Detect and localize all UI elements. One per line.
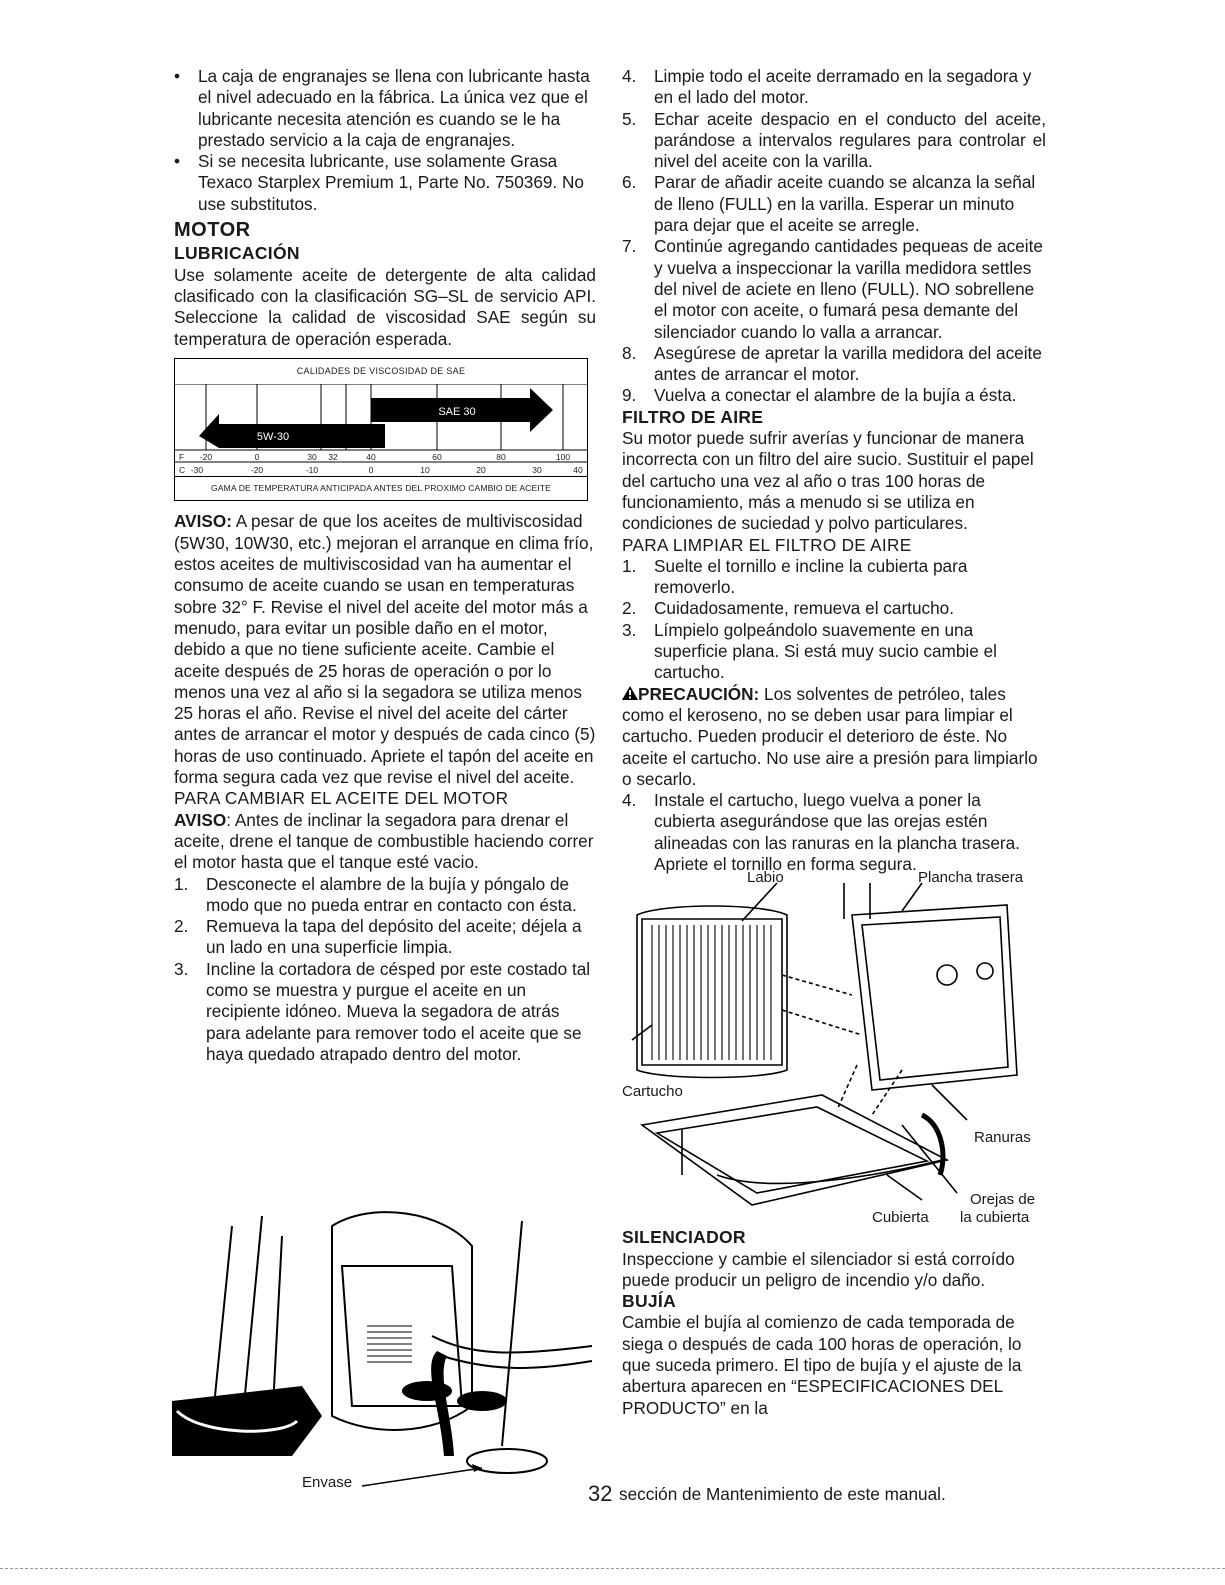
aviso1-label: AVISO: xyxy=(174,511,232,532)
oil-change-steps-continued xyxy=(622,66,1046,407)
sae30-label: SAE 30 xyxy=(438,406,476,419)
silenciador-text: Inspeccione y cambie el silenciador si está corroído puede producir un peligro de incendio y/o daño. xyxy=(622,1248,1015,1290)
figure-label-orejas-1: Orejas de xyxy=(970,1191,1036,1209)
bujia-last-line: sección de Mantenimiento de este manual. xyxy=(619,1484,946,1504)
sae30-bar xyxy=(371,388,553,432)
figure-label-labio: Labio xyxy=(747,869,784,887)
f-tick: 0 xyxy=(254,452,260,463)
f-tick: -20 xyxy=(199,452,213,463)
sae-viscosity-chart xyxy=(174,358,588,502)
right-column xyxy=(622,66,1046,1419)
figure-label-envase: Envase xyxy=(302,1474,353,1491)
list-item: 3. Incline la cortadora de césped por este costado tal como se muestra y purgue el aceite en un recipiente idóneo. Mueva la segadora de atrás para adelante para remover todo el aceite que se haya quedado atrapado dentro del motor. xyxy=(174,958,591,1064)
oil-drain-illustration xyxy=(172,1206,602,1506)
list-item: 6. Parar de añadir aceite cuando se alcanza la señal de lleno (FULL) en la varilla. Esperar un minuto para dejar que el aceite se arregle. xyxy=(622,172,1036,236)
5w30-bar xyxy=(199,414,385,448)
figure-label-cartucho: Cartucho xyxy=(622,1083,683,1101)
c-tick: 20 xyxy=(476,465,486,476)
oil-drain-drawing xyxy=(172,1206,602,1506)
list-item: 4. Instale el cartucho, luego vuelva a poner la cubierta asegurándose que las orejas estén alineadas con las ranuras en la plancha trasera. Apriete el tornillo en forma segura. xyxy=(622,790,1020,874)
figure-label-plancha: Plancha trasera xyxy=(918,869,1024,887)
air-filter-drawing xyxy=(622,875,1046,1227)
bullet-item: • La caja de engranajes se llena con lubricante hasta el nivel adecuado en la fábrica. La única vez que el lubricante necesita atención es cuando se le ha prestado servicio a la caja de engranajes. xyxy=(174,66,596,151)
bujia-text: Cambie el bujía al comienzo de cada temporada de siega o después de cada 100 horas de operación, lo que suceda primero. El tipo de bujía y el ajuste de la abertura aparecen en “ESPECIFICACIONES DEL PRODUCTO” en la xyxy=(622,1312,1022,1418)
lubricacion-text: Use solamente aceite de detergente de alta calidad clasificado con la clasificación SG–SL de servicio API. Seleccione la calidad de viscosidad SAE según su temperatura de operación esperada. xyxy=(174,264,596,349)
c-tick: -10 xyxy=(305,465,319,476)
c-tick: 40 xyxy=(573,465,583,476)
f-tick: 32 xyxy=(328,452,338,463)
list-item: 5. Echar aceite despacio en el conducto del aceite, parándose a intervalos regulares para controlar el nivel del aceite con la varilla. xyxy=(622,108,1046,172)
list-item: 3. Límpielo golpeándolo suavemente en una superficie plana. Si está muy sucio cambie el cartucho. xyxy=(622,619,997,683)
figure-label-ranuras: Ranuras xyxy=(974,1129,1031,1147)
f-scale-label: F xyxy=(179,452,185,463)
list-item: 7. Continúe agregando cantidades pequeas de aceite y vuelva a inspeccionar la varilla medidora settles del nivel de aciete en lleno (FULL). NO sobrellene el motor con aceite, o fumará pesa demante del silenciador cuando lo valla a arrancar. xyxy=(622,236,1043,342)
c-tick: -30 xyxy=(190,465,204,476)
c-tick: 0 xyxy=(368,465,374,476)
aviso1-paragraph xyxy=(174,511,596,788)
f-tick: 80 xyxy=(496,452,506,463)
bottom-rule xyxy=(0,1568,1225,1569)
precaucion-paragraph xyxy=(622,684,1046,790)
list-item: 1. Suelte el tornillo e incline la cubierta para removerlo. xyxy=(622,555,968,598)
c-tick: -20 xyxy=(250,465,264,476)
bullet-item: • Si se necesita lubricante, use solamente Grasa Texaco Starplex Premium 1, Parte No. 750369. No use substitutos. xyxy=(174,151,596,215)
warning-triangle-icon xyxy=(622,684,638,705)
left-column xyxy=(174,66,596,1065)
f-tick: 60 xyxy=(432,452,442,463)
list-item: 1. Desconecte el alambre de la bujía y póngalo de modo que no pueda entrar en contacto con ésta. xyxy=(174,873,577,915)
f-tick: 40 xyxy=(366,452,376,463)
page-number: 32 xyxy=(588,1481,613,1506)
list-item: 8. Asegúrese de apretar la varilla medidora del aceite antes de arrancar el motor. xyxy=(622,342,1042,385)
filtro-heading: FILTRO DE AIRE xyxy=(622,406,764,427)
list-item: 4. Limpie todo el aceite derramado en la segadora y en el lado del motor. xyxy=(622,66,1032,108)
limpiar-heading: PARA LIMPIAR EL FILTRO DE AIRE xyxy=(622,534,912,555)
gearbox-bullets xyxy=(174,66,596,215)
lubricacion-heading: LUBRICACIÓN xyxy=(174,243,300,264)
aviso2-label: AVISO xyxy=(174,809,227,830)
aviso2-paragraph xyxy=(174,810,596,874)
f-tick: 30 xyxy=(307,452,317,463)
cambiar-heading: PARA CAMBIAR EL ACEITE DEL MOTOR xyxy=(174,788,509,809)
figure-label-orejas-2: la cubierta xyxy=(960,1209,1030,1227)
filter-step-4 xyxy=(622,790,1046,875)
c-scale-label: C xyxy=(179,465,186,476)
aviso2-text: : Antes de inclinar la segadora para drenar el aceite, drene el tanque de combustible haciendo correr el motor hasta que el tanque esté vacio. xyxy=(174,809,594,873)
aviso1-text: A pesar de que los aceites de multiviscosidad (5W30, 10W30, etc.) mejoran el arranque en clima frío, estos aceites de multiviscosidad van ha aumentar el consumo de aceite cuando se usan en temperaturas sobre 32° F. Revise el nivel del aceite del motor más a menudo, para evitar un posible daño en el motor, debido a que no tiene suficiente aceite. Cambie el aceite después de 25 horas de operación o por lo menos una vez al año si la segadora se utiliza menos 25 horas el año. Revise el nivel del aceite del cárter antes de arrancar el motor y después de cada cinco (5) horas de uso continuado. Apriete el tapón del aceite en forma segura cada vez que revise el nivel del aceite. xyxy=(174,511,596,788)
silenciador-heading: SILENCIADOR xyxy=(622,1227,746,1248)
motor-heading: MOTOR xyxy=(174,219,251,242)
chart-caption: CALIDADES DE VISCOSIDAD DE SAE xyxy=(296,365,466,376)
air-filter-illustration xyxy=(622,869,1046,1227)
filtro-text: Su motor puede sufrir averías y funcionar de manera incorrecta con un filtro del aire sucio. Sustituir el papel del cartucho una vez al año o tras 100 horas de funcionamiento, más a menudo si se utiliza en condiciones de suciedad y polvo particulares. xyxy=(622,428,1034,534)
c-tick: 10 xyxy=(420,465,430,476)
c-tick: 30 xyxy=(532,465,542,476)
oil-change-steps xyxy=(174,874,596,1066)
list-item: 9. Vuelva a conectar el alambre de la bujía a ésta. xyxy=(622,385,1017,406)
precaucion-text: Los solventes de petróleo, tales como el keroseno, no se deben usar para limpiar el cartucho. Pueden producir el deterioro de éste. No aceite el cartucho. No use aire a presión para limpiarlo o secarlo. xyxy=(622,683,1038,789)
chart-footer: GAMA DE TEMPERATURA ANTICIPADA ANTES DEL PROXIMO CAMBIO DE ACEITE xyxy=(175,476,587,500)
list-item: 2. Remueva la tapa del depósito del aceite; déjela a un lado en una superficie limpia. xyxy=(174,916,582,958)
precaucion-label: PRECAUCIÓN: xyxy=(638,683,760,704)
figure-label-cubierta: Cubierta xyxy=(872,1209,929,1227)
bujia-heading: BUJÍA xyxy=(622,1291,677,1312)
5w30-label: 5W-30 xyxy=(256,431,290,444)
chart-graphic xyxy=(175,384,587,476)
filter-steps xyxy=(622,556,1046,684)
f-tick: 100 xyxy=(555,452,571,463)
list-item: 2. Cuidadosamente, remueva el cartucho. xyxy=(622,598,954,619)
